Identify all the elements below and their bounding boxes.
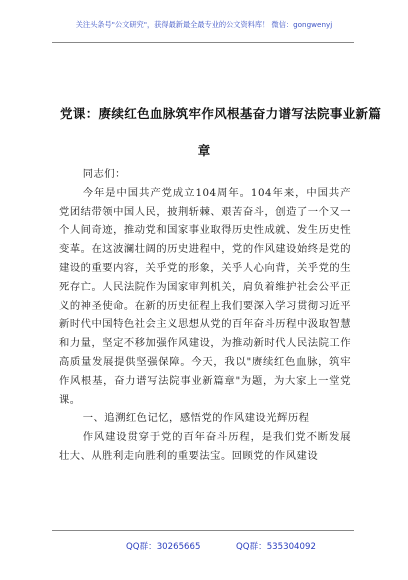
page-header: 关注头条号"公文研究"，获得最新最全最专业的公文资料库！ 微信：gongwenyj	[75, 20, 333, 29]
section-heading: 一、追溯红色记忆，感悟党的作风建设光辉历程	[82, 412, 310, 425]
document-title-continued: 章	[197, 143, 211, 158]
document-title: 党课：赓续红色血脉筑牢作风根基奋力谱写法院事业新篇	[60, 106, 382, 121]
paragraph: 今年是中国共产党成立104周年。104年来，中国共产党团结带领中国人民，披荆斩棘、艰苦奋斗，创造了一个又一个人间奇迹，推动党和国家事业取得历史性成就、发生历史性变革。在这波澜壮阔的历史进程中，党的作风建设始终是党的建设的重要内容，关乎党的形象，关乎人心向背，关乎党的生死存亡。人民法院作为国家审判机关，肩负着维护社会公平正义的神圣使命。在新的历史征程上我们要深入学习贯彻习近平新时代中国特色社会主义思想从党的百年奋斗历程中汲取智慧和力量，坚定不移加强作风建设，为推动新时代人民法院工作高质量发展提供坚强保障。今天，我以"赓续红色血脉，筑牢作风根基，奋力谱写法院事业新篇章"为题，为大家上一堂党课。	[59, 186, 351, 406]
document-body	[59, 165, 351, 466]
header-divider	[52, 42, 354, 43]
paragraph: 作风建设贯穿于党的百年奋斗历程，是我们党不断发展壮大、从胜利走向胜利的重要法宝。回顾党的作风建设	[59, 431, 351, 462]
footer-qq-group-1: QQ群：30265665	[126, 542, 201, 552]
footer-qq-group-2: QQ群：535304092	[236, 542, 316, 552]
greeting: 同志们：	[82, 168, 126, 180]
footer-divider	[52, 530, 354, 531]
